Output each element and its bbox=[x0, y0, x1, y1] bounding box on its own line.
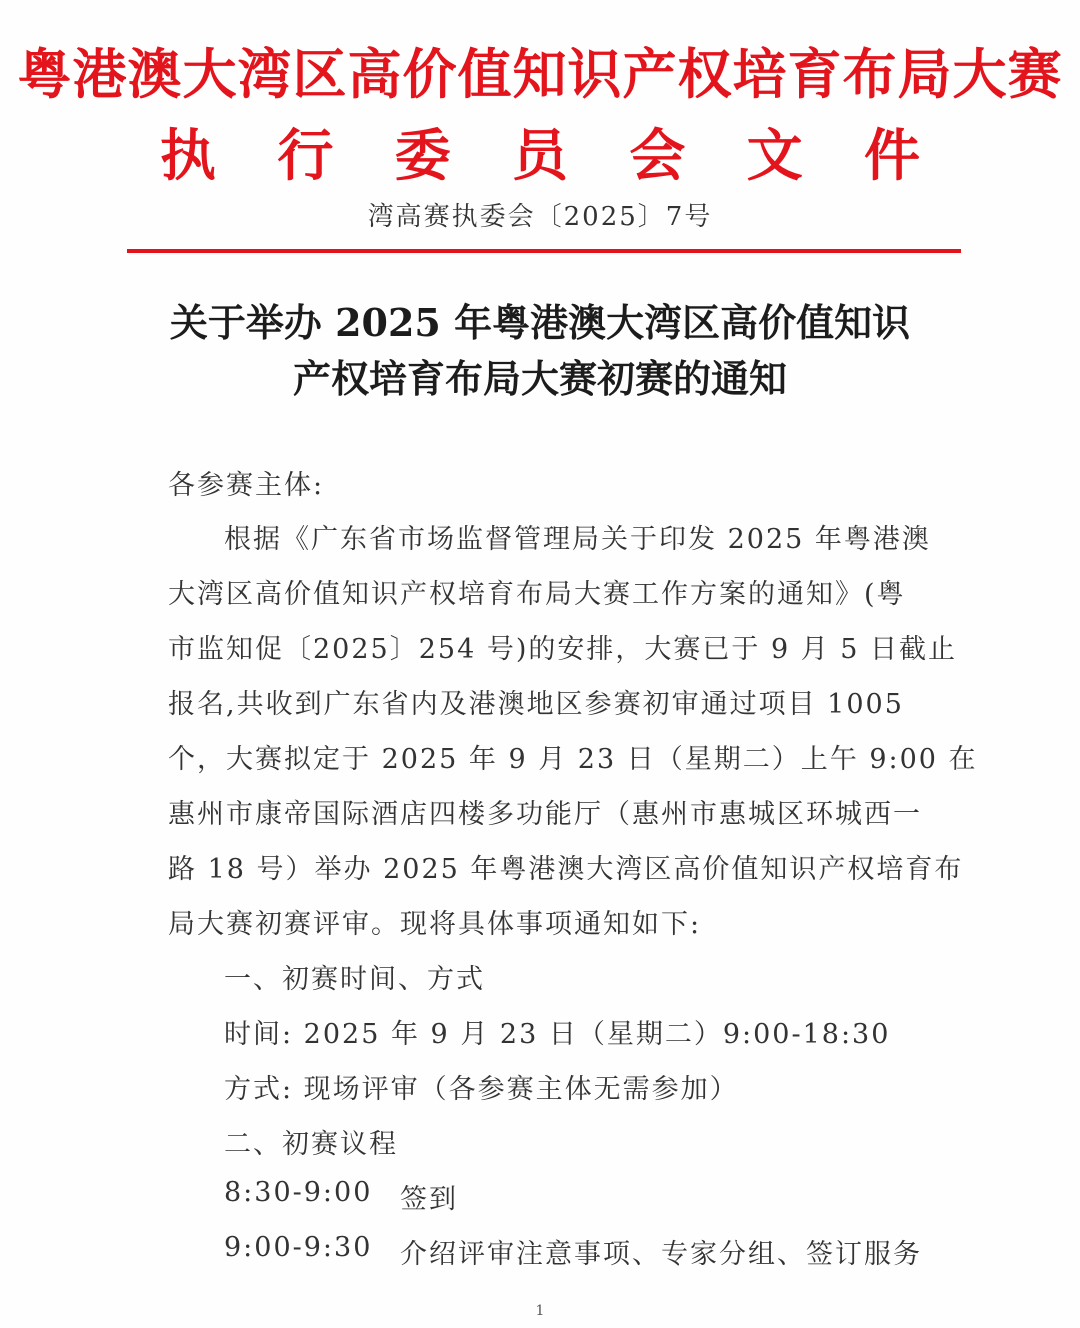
notice-title-line-2: 产权培育布局大赛初赛的通知 bbox=[292, 356, 787, 401]
header-char: 件 bbox=[863, 124, 920, 189]
header-char: 委 bbox=[394, 124, 451, 189]
issuer-header-line-2 bbox=[0, 112, 1080, 192]
salutation: 各参赛主体: bbox=[168, 470, 325, 501]
agenda-time: 9:00-9:30 bbox=[224, 1232, 373, 1263]
paragraph-line: 大湾区高价值知识产权培育布局大赛工作方案的通知》(粤 bbox=[168, 579, 906, 610]
header-char: 员 bbox=[511, 124, 568, 189]
issuer-header-spread bbox=[160, 112, 920, 192]
section-2-heading: 二、初赛议程 bbox=[224, 1129, 398, 1160]
agenda-time: 8:30-9:00 bbox=[224, 1177, 373, 1208]
time-line: 时间: 2025 年 9 月 23 日（星期二）9:00-18:30 bbox=[224, 1019, 891, 1050]
paragraph-line: 根据《广东省市场监督管理局关于印发 2025 年粤港澳 bbox=[224, 524, 931, 555]
agenda-item: 介绍评审注意事项、专家分组、签订服务 bbox=[400, 1239, 922, 1270]
paragraph-line: 市监知促〔2025〕254 号)的安排，大赛已于 9 月 5 日截止 bbox=[168, 634, 958, 665]
paragraph-line: 个，大赛拟定于 2025 年 9 月 23 日（星期二）上午 9:00 在 bbox=[168, 744, 978, 775]
notice-title-line-1: 关于举办 2025 年粤港澳大湾区高价值知识 bbox=[169, 300, 911, 345]
page-number: 1 bbox=[535, 1303, 545, 1319]
paragraph-line: 报名,共收到广东省内及港澳地区参赛初审通过项目 1005 bbox=[168, 689, 904, 720]
method-line: 方式: 现场评审（各参赛主体无需参加） bbox=[224, 1074, 739, 1105]
agenda-item: 签到 bbox=[400, 1184, 458, 1215]
header-char: 执 bbox=[160, 124, 216, 189]
paragraph-line: 惠州市康帝国际酒店四楼多功能厅（惠州市惠城区环城西一 bbox=[168, 799, 922, 830]
document-number: 湾高赛执委会〔2025〕7号 bbox=[367, 202, 713, 232]
section-1-heading: 一、初赛时间、方式 bbox=[224, 964, 485, 995]
red-separator-rule bbox=[127, 249, 961, 253]
header-char: 文 bbox=[746, 124, 803, 189]
header-char: 会 bbox=[629, 124, 686, 189]
header-char: 行 bbox=[277, 124, 334, 189]
paragraph-line: 路 18 号）举办 2025 年粤港澳大湾区高价值知识产权培育布 bbox=[168, 854, 964, 885]
issuer-header-line-1: 粤港澳大湾区高价值知识产权培育布局大赛 bbox=[17, 43, 1063, 106]
paragraph-line: 局大赛初赛评审。现将具体事项通知如下: bbox=[168, 909, 702, 940]
